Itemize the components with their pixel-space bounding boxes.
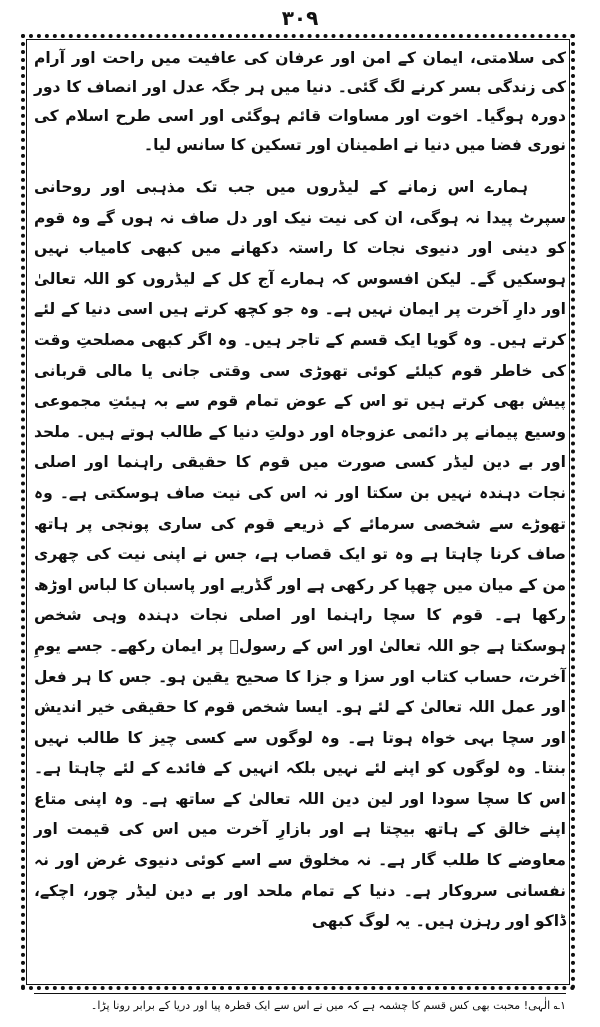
- footnote-divider: [34, 993, 566, 994]
- paragraph-1: کی سلامتی، ایمان کے امن اور عرفان کی عافیت میں راحت اور آرام کی زندگی بسر کرنے لگ گئی۔ دنیا میں ہر جگہ عدل اور انصاف کا دور دورہ ہوگیا۔ اخوت اور مساوات قائم ہوگئی اور اسی طرح اسلام کی نوری فضا میں دنیا نے اطمینان اور تسکین کا سانس لیا۔: [34, 49, 566, 154]
- paragraph-2: ہمارے اس زمانے کے لیڈروں میں جب تک مذہبی اور روحانی سپرٹ پیدا نہ ہوگی، ان کی نیت نیک اور دل صاف نہ ہوں گے وہ قوم کو دینی اور دنیوی نجات کا راستہ دکھانے میں کبھی کامیاب نہیں ہوسکیں گے۔ لیکن افسوس کہ ہمارے آج کل کے لیڈروں کو اللہ تعالیٰ اور دارِ آخرت پر ایمان نہیں ہے۔ وہ جو کچھ کرتے ہیں اسی دنیا کے لئے کرتے ہیں۔ وہ گویا ایک قسم کے تاجر ہیں۔ وہ اگر کبھی مصلحتِ وقت کی خاطر قوم کیلئے کوئی تھوڑی سی وقتی جانی یا مالی قربانی پیش بھی کرتے ہیں تو اس کے عوض تمام قوم سے بہ ہیئتِ مجموعی وسیع پیمانے پر دائمی عزوجاہ اور دولتِ دنیا کے طالب ہوتے ہیں۔ ملحد اور بے دین لیڈر کسی صورت میں قوم کا حقیقی راہنما اور اصلی نجات دہندہ نہیں بن سکتا اور نہ اس کی نیت صاف ہوسکتی ہے۔ وہ تھوڑے سے شخصی سرمائے کے ذریعے قوم کی ساری پونجی پر ہاتھ صاف کرنا چاہتا ہے وہ تو ایک قصاب ہے، جس نے اپنی نیت کی چھری من کے میان میں چھپا کر رکھی ہے اور گڈریے اور پاسبان کا لباس اوڑھ رکھا ہے۔ قوم کا سچا راہنما اور اصلی نجات دہندہ وہی شخص ہوسکتا ہے جو اللہ تعالیٰ اور اس کے رسولؐ پر ایمان رکھے۔ جسے یومِ آخرت، حساب کتاب اور سزا و جزا کا صحیح یقین ہو۔ جس کا ہر فعل اور عمل اللہ تعالیٰ کے لئے ہو۔ ایسا شخص قوم کا حقیقی خیر اندیش اور سچا بہی خواہ ہوتا ہے۔ وہ لوگوں سے کسی چیز کا طالب نہیں بنتا۔ وہ لوگوں کو اپنے لئے نہیں بلکہ انہیں کے فائدے کے لئے چاہتا ہے۔ اس کا سچا سودا اور لین دین اللہ تعالیٰ کے ساتھ ہے۔ وہ اپنی متاع اپنے خالق کے ہاتھ بیچتا ہے اور بازارِ آخرت میں اس کی قیمت اور معاوضے کا طلب گار ہے۔ نہ مخلوق سے اسے کوئی دنیوی غرض اور نہ نفسانی سروکار ہے۔ دنیا کے تمام ملحد اور بے دین لیڈر چور، اچکے، ڈاکو اور رہزن ہیں۔ یہ لوگ کبھی: [34, 178, 566, 931]
- main-text: [34, 44, 566, 937]
- page-number: ۳۰۹: [281, 6, 319, 30]
- footnote: ۱؎ الٰہی! محبت بھی کس قسم کا چشمہ ہے کہ میں نے اس سے ایک قطرہ پیا اور دریا کے برابر رونا پڑا۔: [90, 999, 566, 1012]
